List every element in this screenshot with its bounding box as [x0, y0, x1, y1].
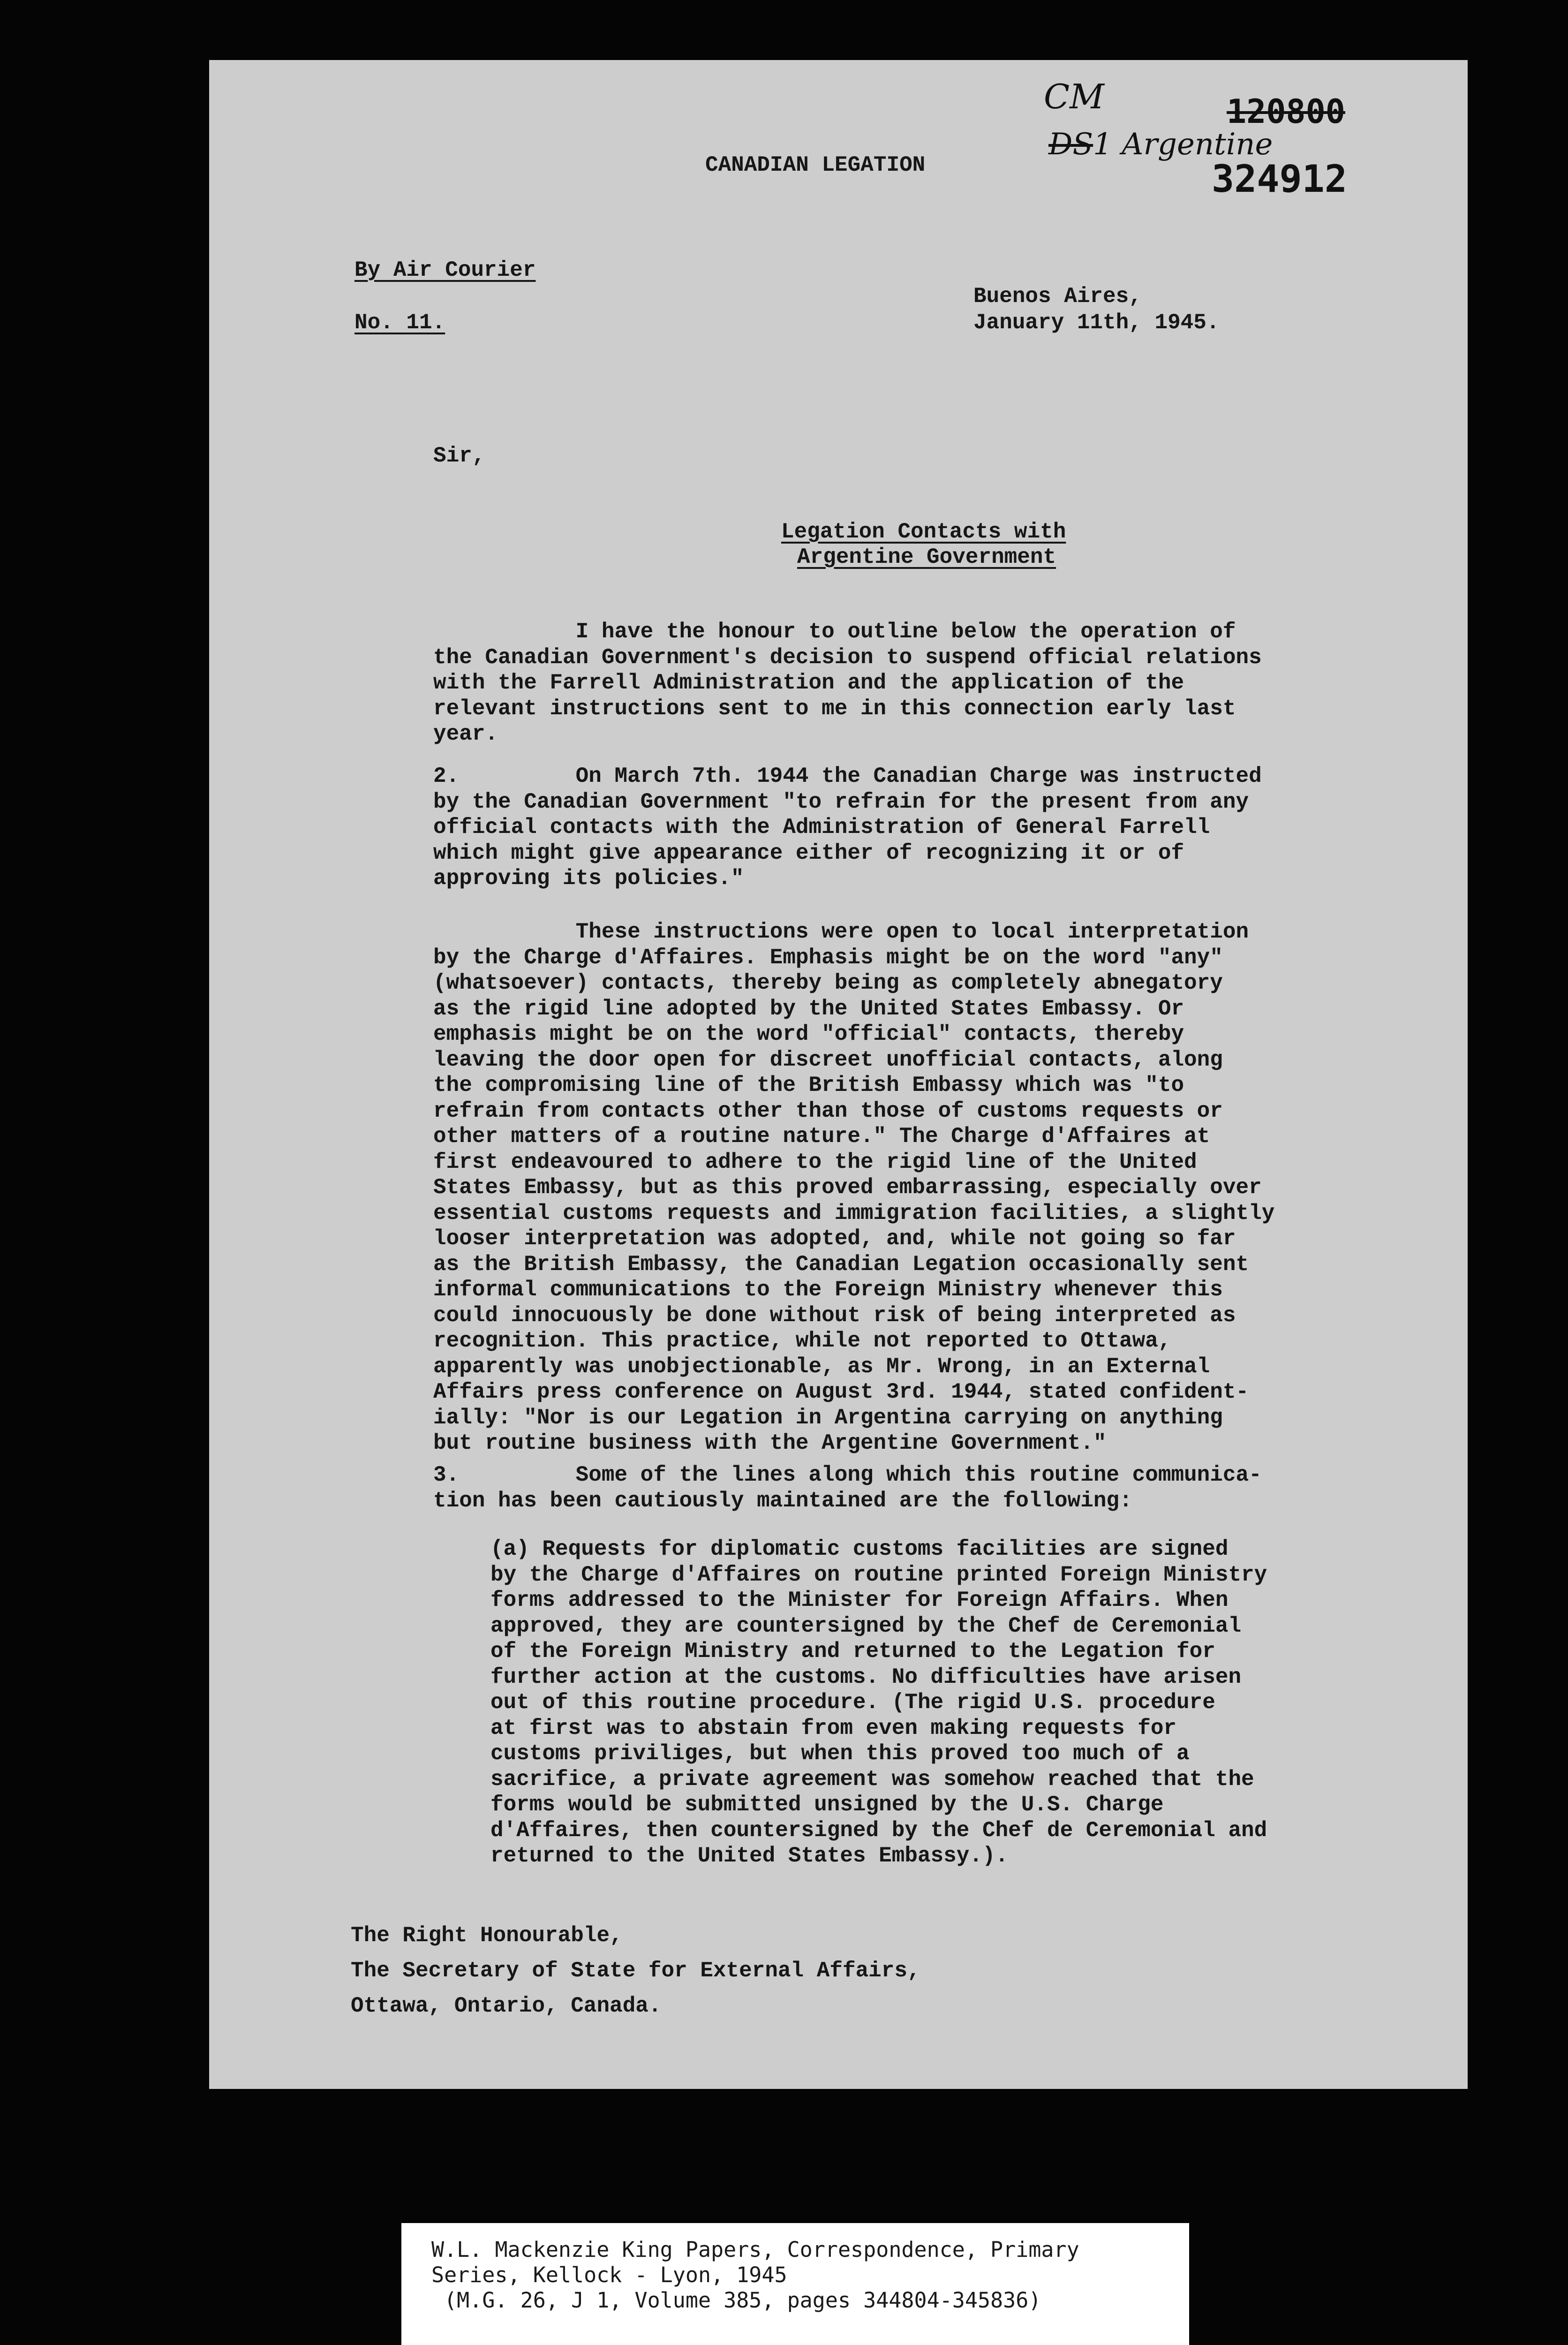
letterhead: CANADIAN LEGATION [705, 153, 926, 177]
file-number: 324912 [1212, 157, 1347, 201]
place-line: Buenos Aires, [973, 284, 1142, 309]
dispatch-number: No. 11. [354, 310, 445, 335]
paragraph-1: I have the honour to outline below the operation of the Canadian Government's decision to suspend official relations with the Farrell Administration and the application of the relevant instructions sent to me in this connection early last year. [433, 620, 1262, 746]
subject-line-2: Argentine Government [797, 545, 1056, 569]
salutation: Sir, [433, 444, 485, 468]
paragraph-4: 3. Some of the lines along which this routine communica- tion has been cautiously maintained are the following: [433, 1463, 1262, 1513]
letter-page [209, 60, 1468, 2089]
handwritten-country: 1 Argentine [1093, 127, 1273, 162]
subject-line-1: Legation Contacts with [781, 520, 1066, 544]
citation-label [401, 2223, 1189, 2345]
handwritten-struck-code: DS [1048, 127, 1093, 162]
addressee-line-3: Ottawa, Ontario, Canada. [351, 1994, 662, 2018]
paragraph-5: (a) Requests for diplomatic customs facilities are signed by the Charge d'Affaires on routine printed Foreign Ministry forms addressed to the Minister for Foreign Affairs. When approved, they are countersigned by the Chef de Ceremonial of the Foreign Ministry and returned to the Legation for further action at the customs. No difficulties have arisen out of this routine procedure. (The rigid U.S. procedure at first was to abstain from even making requests for customs priviliges, but when this proved too much of a sacrifice, a private agreement was somehow reached that the forms would be submitted unsigned by the U.S. Charge d'Affaires, then countersigned by the Chef de Ceremonial and returned to the United States Embassy.). [490, 1537, 1267, 1868]
handwritten-initials: CM [1044, 77, 1104, 116]
delivery-method: By Air Courier [354, 258, 536, 282]
paragraph-3: These instructions were open to local interpretation by the Charge d'Affaires. Emphasis might be on the word "any" (whatsoever) contacts, thereby being as completely abnegatory as the rigid line adopted by the United States Embassy. Or emphasis might be on the word "official" contacts, thereby leaving the door open for discreet unofficial contacts, along the compromising line of the British Embassy which was "to refrain from contacts other than those of customs requests or other matters of a routine nature." The Charge d'Affaires at first endeavoured to adhere to the rigid line of the United States Embassy, but as this proved embarrassing, especially over essential customs requests and immigration facilities, a slightly looser interpretation was adopted, and, while not going so far as the British Embassy, the Canadian Legation occasionally sent informal communications to the Foreign Ministry whenever this could innocuously be done without risk of being interpreted as recognition. This practice, while not reported to Ottawa, apparently was unobjectionable, as Mr. Wrong, in an External Affairs press conference on August 3rd. 1944, stated confident- ially: "Nor is our Legation in Argentina carrying on anything but routine business with the Argentine Government." [433, 920, 1275, 1455]
struck-file-number: 120800 [1227, 92, 1345, 131]
addressee-block [351, 1918, 920, 2024]
citation-text: W.L. Mackenzie King Papers, Correspondence, Primary Series, Kellock - Lyon, 1945 (M.G. 26, J 1, Volume 385, pages 344804-345836) [431, 2237, 1079, 2313]
date-line: January 11th, 1945. [973, 310, 1220, 335]
paragraph-2: 2. On March 7th. 1944 the Canadian Charge was instructed by the Canadian Government "to refrain for the present from any official contacts with the Administration of General Farrell which might give appearance either of recognizing it or of approving its policies." [433, 764, 1262, 891]
addressee-line-2: The Secretary of State for External Affairs, [351, 1959, 920, 1983]
addressee-line-1: The Right Honourable, [351, 1923, 623, 1948]
